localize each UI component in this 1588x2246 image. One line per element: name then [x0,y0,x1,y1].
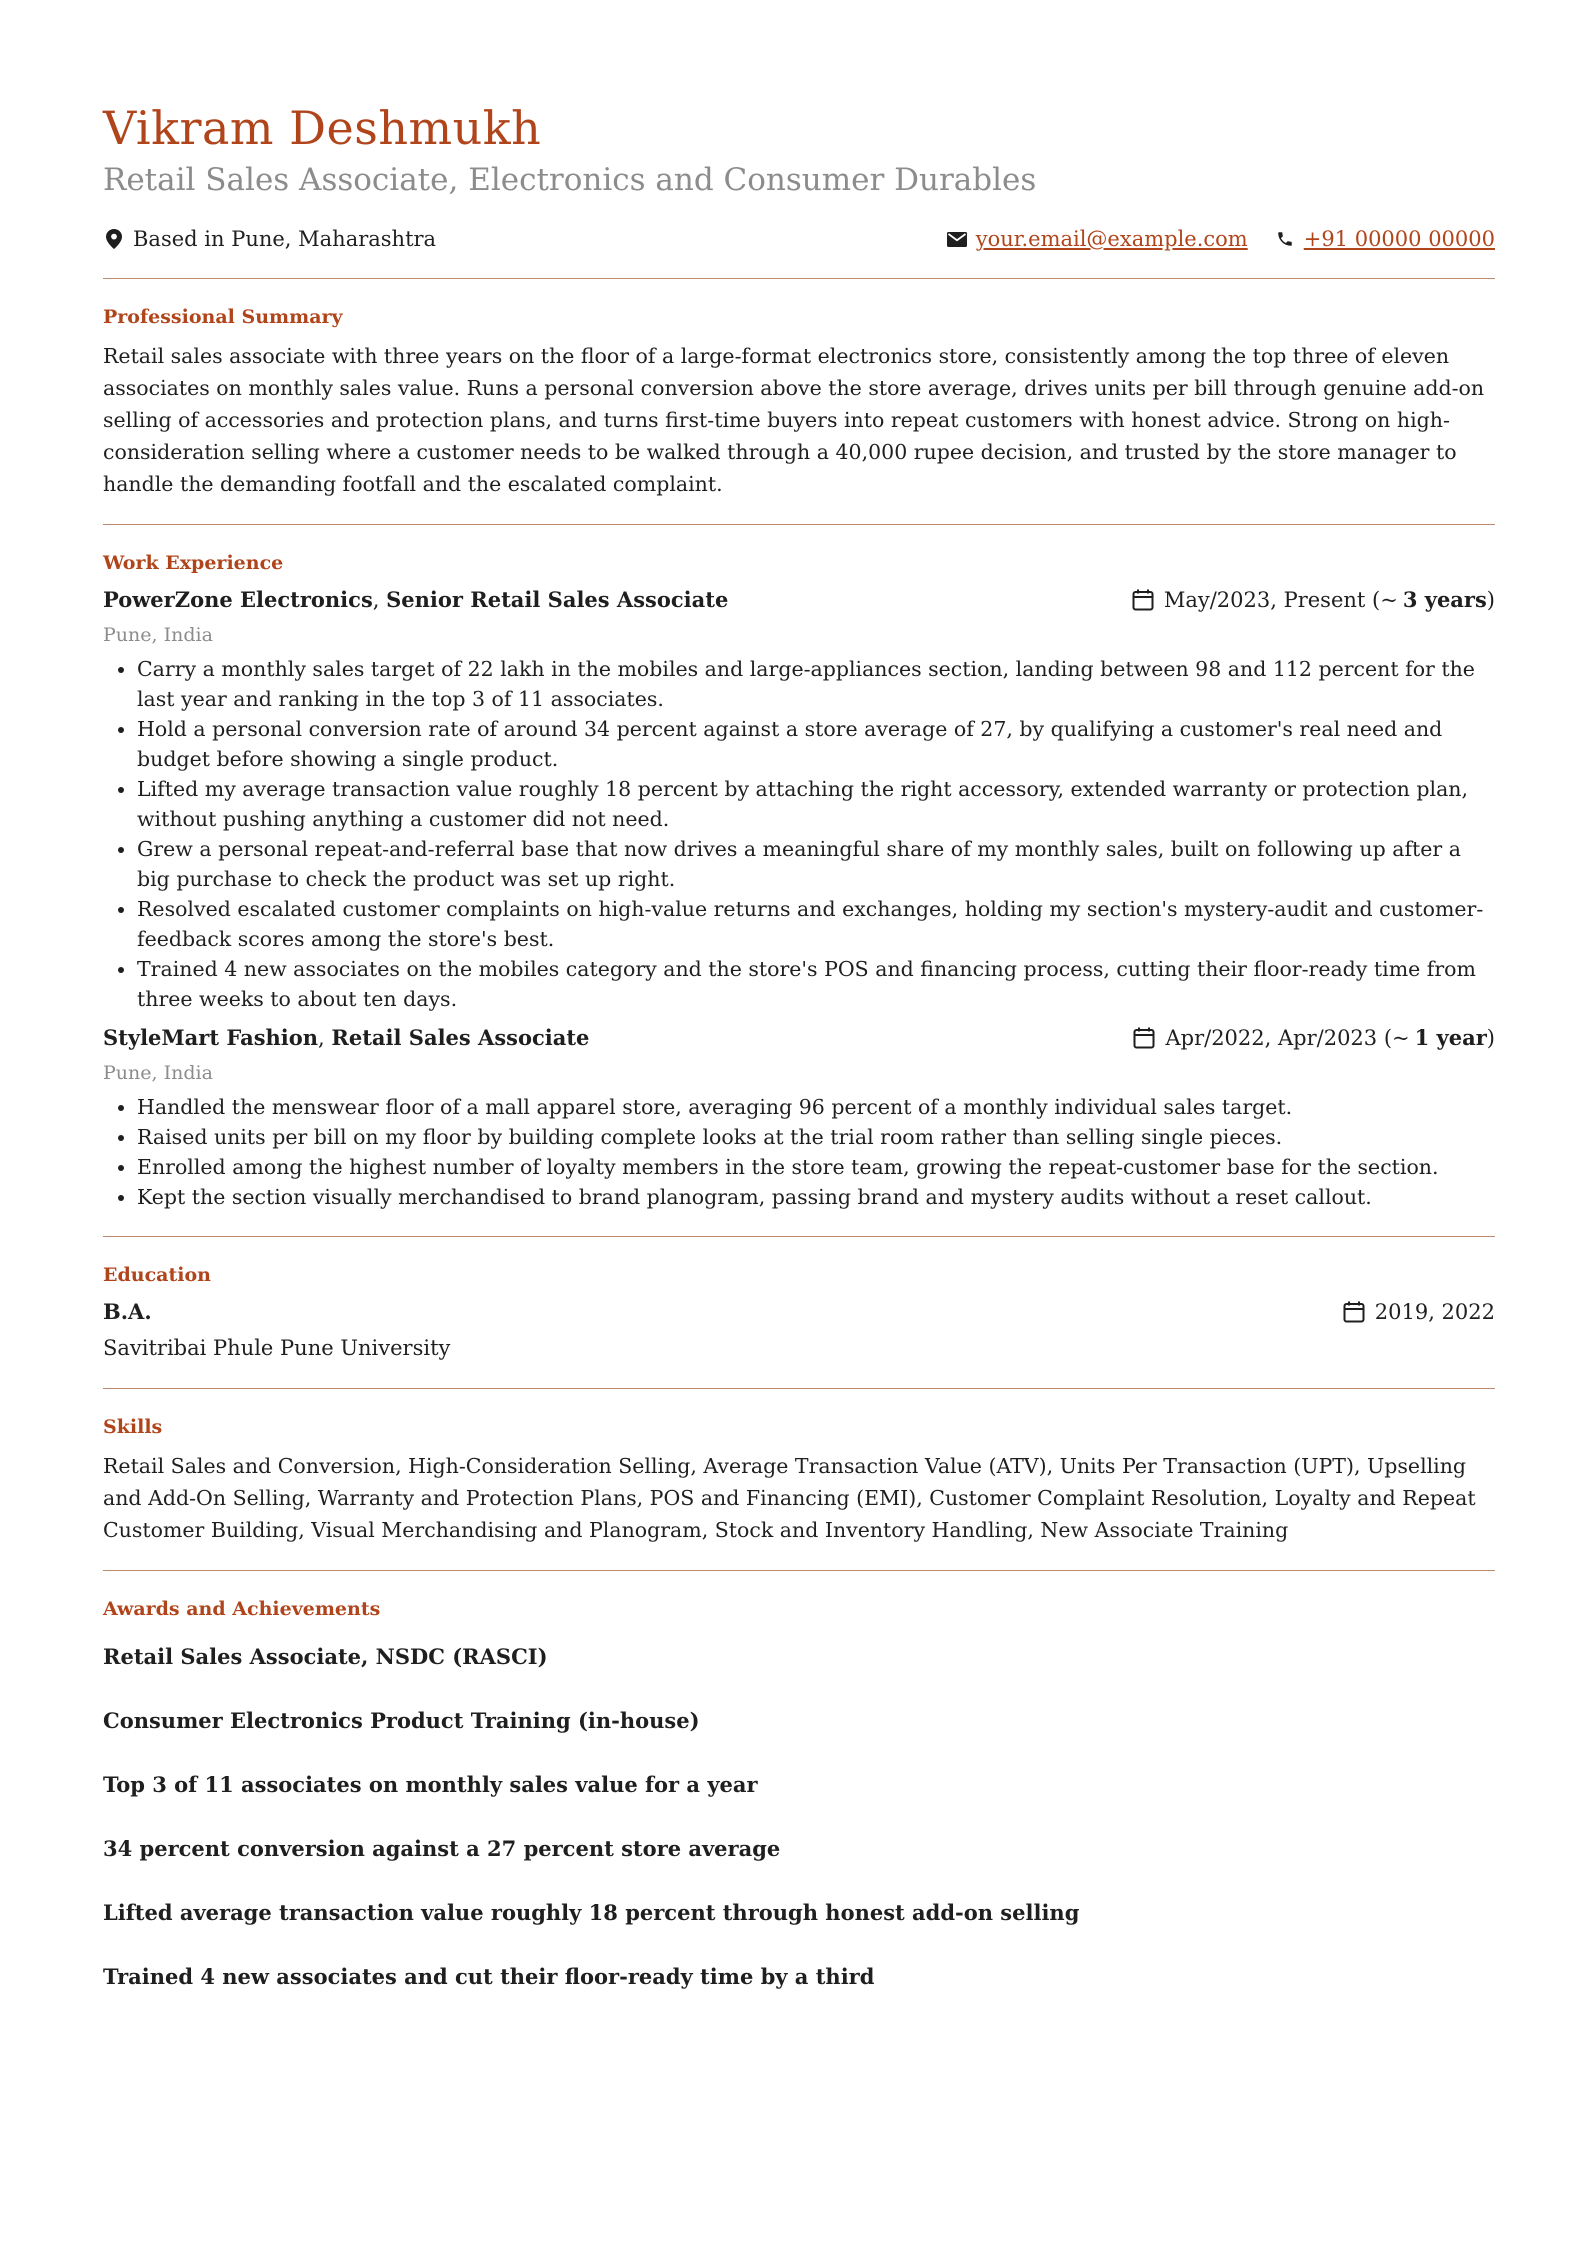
education-dates [1343,1296,1495,1328]
job-dates: Apr/2022, Apr/2023 (~ 1 year ) [1133,1022,1495,1054]
award-item: Trained 4 new associates and cut their floor-ready time by a third [103,1964,875,1989]
map-pin-icon [103,228,125,250]
calendar-icon [1133,1027,1155,1049]
job-date-range: Apr/2022, Apr/2023 (~ [1165,1026,1410,1050]
location-text: Based in Pune, Maharashtra [133,227,437,251]
award-item: Top 3 of 11 associates on monthly sales value for a year [103,1772,758,1797]
list-item: • Carry a monthly sales target of 22 lakh in the mobiles and large-appliances section, landing between 98 and 112 percent for the last year and ranking in the top 3 of 11 associates. [137,654,1495,714]
summary-heading: Professional Summary [103,306,343,328]
list-item: • Hold a personal conversion rate of around 34 percent against a store average of 27, by qualifying a customer's real need and budget before showing a single product. [137,714,1495,774]
job-duration: 1 year [1414,1025,1487,1050]
phone-icon [1274,228,1296,250]
awards-heading: Awards and Achievements [103,1598,381,1620]
award-item: 34 percent conversion against a 27 percent store average [103,1836,781,1861]
job-header: PowerZone Electronics, Senior Retail Sales Associate May/2023, Present (~ 3 years ) [103,584,1495,616]
resume-page [103,98,1495,1992]
job-location: Pune, India [103,624,213,646]
skills-text: Retail Sales and Conversion, High-Consideration Selling, Average Transaction Value (ATV), Units Per Transaction (UPT), Upselling and Add-On Selling, Warranty and Protection Plans, POS and Financing (EMI), Customer Complaint Resolution, Loyalty and Repeat Customer Building, Visual Merchandising and Planogram, Stock and Inventory Handling, New Associate Training [103,1454,1476,1542]
contact-links [920,224,1495,254]
location-item [103,224,436,254]
job-bullets [103,654,1495,1014]
education-school: Savitribai Phule Pune University [103,1336,451,1360]
education-header [103,1296,1495,1328]
calendar-icon [1343,1301,1365,1323]
job-dates: May/2023, Present (~ 3 years ) [1132,584,1495,616]
calendar-icon [1132,589,1154,611]
skills-heading: Skills [103,1416,163,1438]
job-location: Pune, India [103,1062,213,1084]
divider [103,1236,1495,1237]
award-item: Lifted average transaction value roughly 18 percent through honest add-on selling [103,1900,1080,1925]
list-item: • Handled the menswear floor of a mall apparel store, averaging 96 percent of a monthly individual sales target. [137,1092,1495,1122]
job-company: StyleMart Fashion [103,1025,319,1050]
award-item: Retail Sales Associate, NSDC (RASCI) [103,1644,548,1669]
job-duration: 3 years [1402,587,1487,612]
phone-item [1274,224,1495,254]
envelope-icon [946,228,968,250]
education-degree: B.A. [103,1299,152,1324]
education-date-range: 2019, 2022 [1374,1300,1495,1324]
phone-link[interactable]: +91 00000 00000 [1303,227,1495,251]
list-item: • Resolved escalated customer complaints on high-value returns and exchanges, holding my section's mystery-audit and customer-feedback scores among the store's best. [137,894,1495,954]
candidate-name: Vikram Deshmukh [103,101,542,155]
experience-heading: Work Experience [103,552,284,574]
email-item [946,224,1248,254]
email-link[interactable]: your.email@example.com [975,227,1248,251]
education-heading: Education [103,1264,211,1286]
divider [103,1388,1495,1389]
job-role: Senior Retail Sales Associate [386,587,729,612]
summary-text: Retail sales associate with three years on the floor of a large-format electronics store, consistently among the top three of eleven associates on monthly sales value. Runs a personal conversion above the store average, drives units per bill through genuine add-on selling of accessories and protection plans, and turns first-time buyers into repeat customers with honest advice. Strong on high-consideration selling where a customer needs to be walked through a 40,000 rupee decision, and trusted by the store manager to handle the demanding footfall and the escalated complaint. [103,344,1485,496]
job-entry [103,584,1495,1014]
job-company: PowerZone Electronics [103,587,373,612]
award-item: Consumer Electronics Product Training (in-house) [103,1708,700,1733]
divider [103,524,1495,525]
divider [103,278,1495,279]
job-header: StyleMart Fashion, Retail Sales Associate Apr/2022, Apr/2023 (~ 1 year ) [103,1022,1495,1054]
divider [103,1570,1495,1571]
candidate-title: Retail Sales Associate, Electronics and Consumer Durables [103,162,1037,198]
job-bullets [103,1092,1495,1212]
list-item: • Kept the section visually merchandised to brand planogram, passing brand and mystery audits without a reset callout. [137,1182,1495,1212]
contact-row [103,224,1495,254]
job-date-range: May/2023, Present (~ [1163,588,1398,612]
list-item: • Enrolled among the highest number of loyalty members in the store team, growing the repeat-customer base for the section. [137,1152,1495,1182]
list-item: • Trained 4 new associates on the mobiles category and the store's POS and financing process, cutting their floor-ready time from three weeks to about ten days. [137,954,1495,1014]
list-item: • Raised units per bill on my floor by building complete looks at the trial room rather than selling single pieces. [137,1122,1495,1152]
job-role: Retail Sales Associate [331,1025,590,1050]
list-item: • Grew a personal repeat-and-referral base that now drives a meaningful share of my monthly sales, built on following up after a big purchase to check the product was set up right. [137,834,1495,894]
list-item: • Lifted my average transaction value roughly 18 percent by attaching the right accessory, extended warranty or protection plan, without pushing anything a customer did not need. [137,774,1495,834]
job-entry [103,1022,1495,1212]
